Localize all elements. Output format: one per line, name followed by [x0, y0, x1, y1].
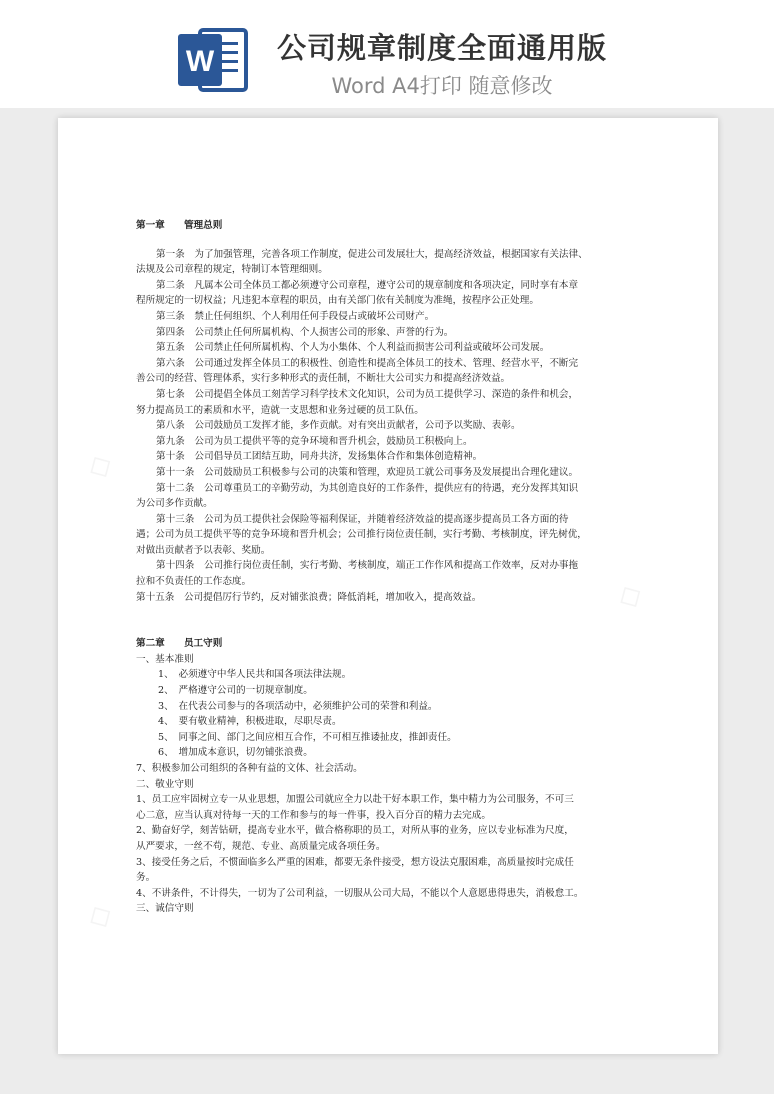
- rule-item: 2、 严格遵守公司的一切规章制度。: [158, 685, 313, 697]
- document-body: [136, 218, 660, 917]
- watermark: ◇: [610, 574, 649, 617]
- rule-item: 4、 要有敬业精神，积极进取，尽职尽责。: [158, 716, 342, 728]
- article-line: 第九条 公司为员工提供平等的竞争环境和晋升机会，鼓励员工积极向上。: [156, 435, 473, 447]
- article-line: 第八条 公司鼓励员工发挥才能，多作贡献。对有突出贡献者，公司予以奖励、表彰。: [156, 420, 521, 432]
- page-title: 公司规章制度全面通用版: [276, 31, 607, 65]
- rule-item: 7、积极参加公司组织的各种有益的文体、社会活动。: [136, 763, 363, 774]
- article-line: 第四条 公司禁止任何所属机构、个人损害公司的形象、声誉的行为。: [156, 326, 454, 338]
- rule-line: 1、员工应牢固树立专一从业思想，加盟公司就应全力以赴干好本职工作，集中精力为公司服务，不可三: [136, 794, 574, 806]
- rule-line: 2、勤奋好学，刻苦钻研，提高专业水平，做合格称职的员工，对所从事的业务，应以专业标准为尺度，: [136, 825, 574, 837]
- header-banner: [0, 0, 774, 108]
- rule-line: 3、接受任务之后，不惯面临多么严重的困难，都要无条件接受，想方设法克服困难，高质量按时完成任: [136, 856, 574, 868]
- article-line: 第十一条 公司鼓励员工积极参与公司的决策和管理，欢迎员工就公司事务及发展提出合理化建议。: [156, 466, 579, 478]
- section-heading: 一、基本准则: [136, 653, 194, 665]
- article-line: 遇；公司为员工提供平等的竞争环境和晋升机会；公司推行岗位责任制，实行考勤、考核制度，评先树优，: [136, 529, 587, 541]
- rule-line: 从严要求，一丝不苟，规范、专业、高质量完成各项任务。: [136, 840, 386, 852]
- article-line: 第五条 公司禁止任何所属机构、个人为小集体、个人利益而损害公司利益或破坏公司发展。: [156, 342, 550, 354]
- article-line: 为公司多作贡献。: [136, 498, 213, 510]
- article-line: 第十五条 公司提倡厉行节约，反对铺张浪费；降低消耗，增加收入，提高效益。: [136, 591, 482, 603]
- word-doc-icon: [178, 24, 248, 96]
- article-line: 程所规定的一切权益；凡违犯本章程的职员，由有关部门依有关制度为准绳，按程序公正处理。: [136, 295, 539, 307]
- rule-item: 1、 必须遵守中华人民共和国各项法律法规。: [158, 669, 352, 681]
- article-line: 第十条 公司倡导员工团结互助，同舟共济，发扬集体合作和集体创造精神。: [156, 451, 483, 463]
- article-line: 第三条 禁止任何组织、个人利用任何手段侵占或破坏公司财产。: [156, 310, 435, 322]
- rule-item: 6、 增加成本意识，切勿铺张浪费。: [158, 747, 313, 759]
- watermark: ◇: [80, 444, 119, 487]
- article-line: 第一条 为了加强管理，完善各项工作制度，促进公司发展壮大，提高经济效益，根据国家有关法律、: [156, 248, 588, 260]
- article-line: 第七条 公司提倡全体员工刻苦学习科学技术文化知识，公司为员工提供学习、深造的条件和机会，: [156, 388, 579, 400]
- article-line: 第十二条 公司尊重员工的辛勤劳动，为其创造良好的工作条件，提供应有的待遇，充分发挥其知识: [156, 482, 579, 494]
- article-line: 第六条 公司通过发挥全体员工的积极性、创造性和提高全体员工的技术、管理、经营水平，不断完: [156, 357, 579, 369]
- rule-item: 3、 在代表公司参与的各项活动中，必须维护公司的荣誉和利益。: [158, 700, 438, 712]
- watermark: ◇: [80, 894, 119, 937]
- article-line: 第十三条 公司为员工提供社会保险等福利保证，并随着经济效益的提高逐步提高员工各方面的待: [156, 513, 569, 525]
- article-line: 第十四条 公司推行岗位责任制，实行考勤、考核制度，端正工作作风和提高工作效率，反对办事拖: [156, 560, 579, 572]
- section-heading: 三、诚信守则: [136, 903, 194, 915]
- document-page: [58, 118, 718, 1054]
- rule-line: 心二意，应当认真对待每一天的工作和参与的每一件事，投入百分百的精力去完成。: [136, 809, 491, 821]
- rule-line: 务。: [136, 872, 156, 884]
- rule-item: 5、 同事之间、部门之间应相互合作，不可相互推诿扯皮，推卸责任。: [158, 731, 457, 743]
- chapter-heading: 第二章 员工守则: [136, 638, 223, 650]
- article-line: 第二条 凡属本公司全体员工都必须遵守公司章程，遵守公司的规章制度和各项决定，同时享有本章: [156, 279, 579, 291]
- article-line: 对做出贡献者予以表彰、奖励。: [136, 544, 271, 556]
- article-line: 善公司的经营、管理体系，实行多种形式的责任制，不断壮大公司实力和提高经济效益。: [136, 373, 511, 385]
- article-line: 努力提高员工的素质和水平，造就一支思想和业务过硬的员工队伍。: [136, 404, 424, 416]
- article-line: 法规及公司章程的规定，特制订本管理细则。: [136, 264, 328, 276]
- rule-line: 4、不讲条件，不计得失，一切为了公司利益，一切服从公司大局，不能以个人意愿患得患失，消极怠工。: [136, 887, 584, 899]
- page-subtitle: Word A4打印 随意修改: [331, 74, 553, 98]
- section-heading: 二、敬业守则: [136, 778, 194, 790]
- svg-text:W: W: [185, 45, 215, 78]
- article-line: 拉和不负责任的工作态度。: [136, 576, 252, 588]
- chapter-heading: 第一章 管理总则: [136, 220, 223, 231]
